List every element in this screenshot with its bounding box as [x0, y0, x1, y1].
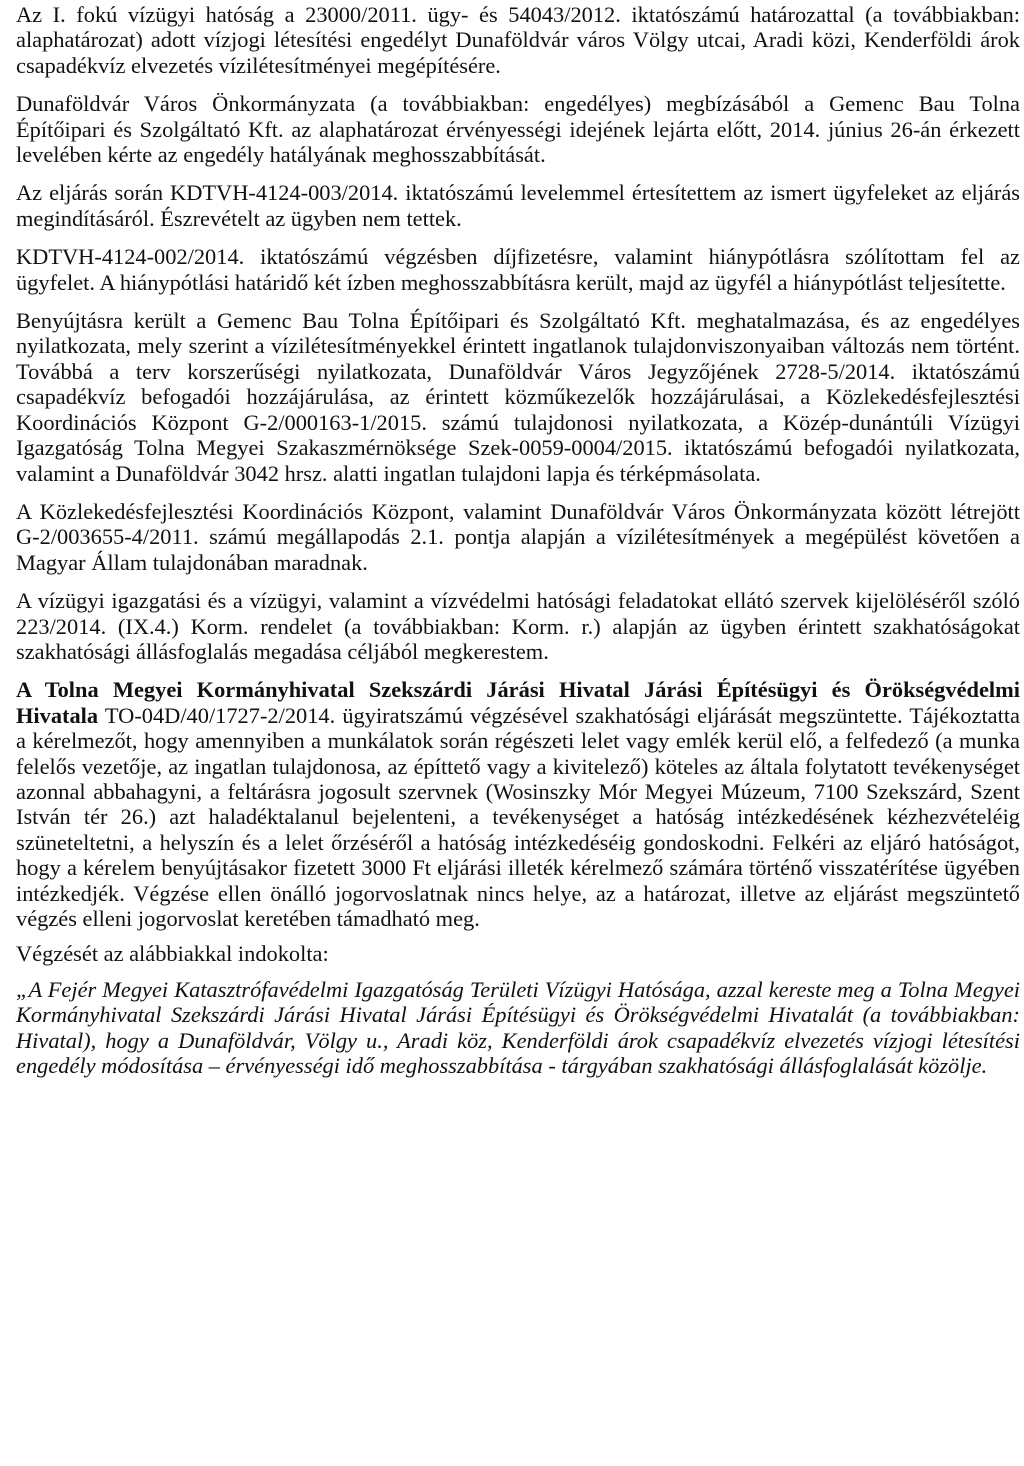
paragraph-quoted-reasoning: „A Fejér Megyei Katasztrófavédelmi Igazgatóság Területi Vízügyi Hatósága, azzal kereste meg a Tolna Megyei Kormányhivatal Szekszárdi Járási Hivatal Járási Építésügyi és Örökségvédelmi Hivatalát (a továbbiakban: Hivatal), hogy a Dunaföldvár, Völgy u., Aradi köz, Kenderföldi árok csapadékvíz elvezetés vízjogi létesítési engedély módosítása – érvényességi idő meghosszabbítása - tárgyában szakhatósági állásfoglalását közölje.: [16, 976, 1020, 1079]
paragraph-notification: Az eljárás során KDTVH-4124-003/2014. iktatószámú levelemmel értesítettem az ismert ügyfeleket az eljárás megindításáról. Észrevételt az ügyben nem tettek.: [16, 180, 1020, 231]
paragraph-reasoning-intro: Végzését az alábbiakkal indokolta:: [16, 941, 329, 967]
paragraph-fee-and-deficiency: KDTVH-4124-002/2014. iktatószámú végzésben díjfizetésre, valamint hiánypótlásra szólítottam fel az ügyfelet. A hiánypótlási határidő két ízben meghosszabbításra került, majd az ügyfél a hiánypótlást teljesítette.: [16, 244, 1020, 295]
paragraph-specialist-authorities: A vízügyi igazgatási és a vízügyi, valamint a vízvédelmi hatósági feladatokat ellátó szervek kijelöléséről szóló 223/2014. (IX.4.) Korm. rendelet (a továbbiakban: Korm. r.) alapján az ügyben érintett szakhatóságokat szakhatósági állásfoglalás megadása céljából megkerestem.: [16, 588, 1020, 664]
paragraph-submitted-documents: Benyújtásra került a Gemenc Bau Tolna Építőipari és Szolgáltató Kft. meghatalmazása, és az engedélyes nyilatkozata, mely szerint a vízilétesítményekkel érintett ingatlanok tulajdonviszonyaiban változás nem történt. Továbbá a terv korszerűségi nyilatkozata, Dunaföldvár Város Jegyzőjének 2728-5/2014. iktatószámú csapadékvíz befogadói hozzájárulása, az érintett közműkezelők hozzájárulásai, a Közlekedésfejlesztési Koordinációs Központ G-2/000163-1/2015. számú tulajdonosi nyilatkozata, a Közép-dunántúli Vízügyi Igazgatóság Tolna Megyei Szakaszmérnöksége Szek-0059-0004/2015. iktatószámú befogadói nyilatkozata, valamint a Dunaföldvár 3042 hrsz. alatti ingatlan tulajdoni lapja és térképmásolata.: [16, 308, 1020, 486]
paragraph-heritage-office: [16, 677, 1020, 931]
paragraph-ownership-agreement: A Közlekedésfejlesztési Koordinációs Központ, valamint Dunaföldvár Város Önkormányzata között létrejött G-2/003655-4/2011. számú megállapodás 2.1. pontja alapján a vízilétesítmények a megépülést követően a Magyar Állam tulajdonában maradnak.: [16, 498, 1020, 575]
authority-decision-text: TO-04D/40/1727-2/2014. ügyiratszámú végzésével szakhatósági eljárását megszüntette. Tájékoztatta a kérelmezőt, hogy amennyiben a munkálatok során régészeti lelet vagy emlék kerül elő, a felfedező (a munka felelős vezetője, az ingatlan tulajdonosa, az építtető vagy a kivitelező) köteles az általa folytatott tevékenységet azonnal abbahagyni, a feltárásra jogosult szervnek (Wosinszky Mór Megyei Múzeum, 7100 Szekszárd, Szent István tér 26.) azt haladéktalanul bejelenteni, a tevékenységet a hatóság intézkedésének kézhezvételéig szüneteltetni, a helyszín és a lelet őrzéséről a hatóság intézkedéséig gondoskodni. Felkéri az eljáró hatóságot, hogy a kérelem benyújtásakor fizetett 3000 Ft eljárási illeték kérelmező számára történő visszatérítése ügyében intézkedjék. Végzése ellen önálló jogorvoslatnak nincs helye, az a határozat, illetve az eljárást megszüntető végzés elleni jogorvoslat keretében támadható meg.: [16, 702, 1020, 931]
authority-name: A Tolna Megyei Kormányhivatal Szekszárdi Járási Hivatal Járási Építésügyi és Örökségvédelmi Hivatala: [16, 677, 1020, 728]
paragraph-base-permit: Az I. fokú vízügyi hatóság a 23000/2011. ügy- és 54043/2012. iktatószámú határozattal (a továbbiakban: alaphatározat) adott vízjogi létesítési engedélyt Dunaföldvár város Völgy utcai, Aradi közi, Kenderföldi árok csapadékvíz elvezetés vízilétesítményei megépítésére.: [16, 2, 1020, 78]
paragraph-extension-request: Dunaföldvár Város Önkormányzata (a továbbiakban: engedélyes) megbízásából a Gemenc Bau Tolna Építőipari és Szolgáltató Kft. az alaphatározat érvényességi idejének lejárta előtt, 2014. június 26-án érkezett levelében kérte az engedély hatályának meghosszabbítását.: [16, 91, 1020, 168]
